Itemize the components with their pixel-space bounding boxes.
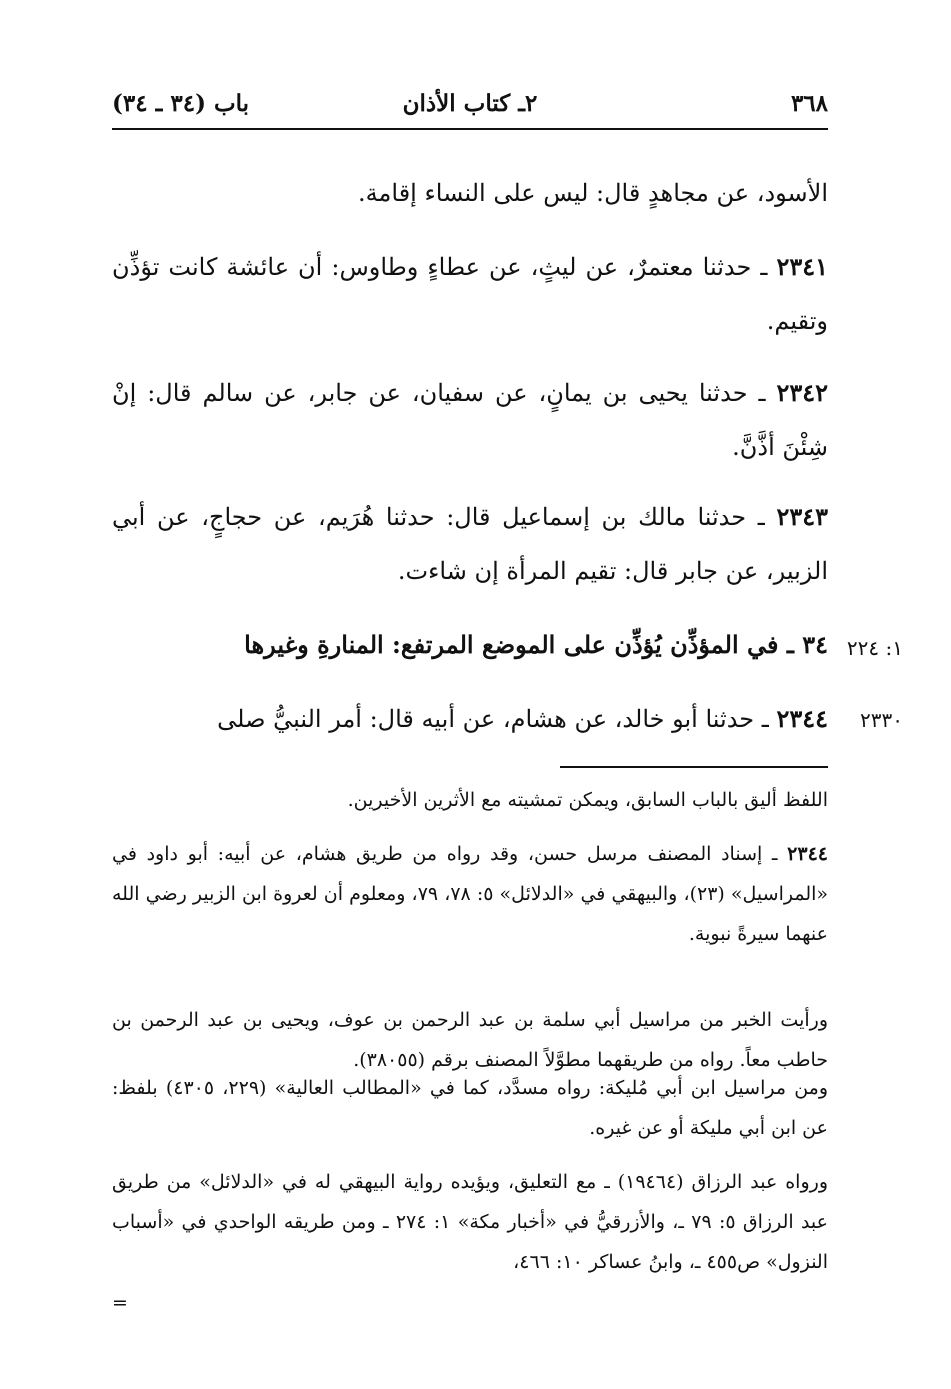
- hadith-2344: [112, 692, 828, 746]
- continuation-mark: =: [112, 1292, 128, 1314]
- hadith-2342: [112, 366, 828, 474]
- hadith-number: ٢٣٤٣: [776, 502, 828, 531]
- footnote-text: ورواه عبد الرزاق (١٩٤٦٤) ـ مع التعليق، ويؤيده رواية البيهقي له في «الدلائل» من طريق عبد الرزاق ٥: ٧٩ ـ، والأزرقيُّ في «أخبار مكة» ١: ٢٧٤ ـ ومن طريقه الواحدي في «أسباب النزول» ص٤٥٥ ـ، وابنُ عساكر ١٠: ٤٦٦،: [112, 1171, 828, 1273]
- hadith-2343: [112, 490, 828, 598]
- footnote-text: ومن مراسيل ابن أبي مُليكة: رواه مسدَّد، كما في «المطالب العالية» (٢٢٩، ٤٣٠٥) بلفظ: عن ابن أبي مليكة أو عن غيره.: [112, 1077, 829, 1139]
- footnote-2344: [112, 834, 828, 954]
- footnote-divider: [560, 766, 828, 768]
- hadith-number: ٢٣٤٤: [776, 704, 828, 733]
- footnote-5: [112, 1162, 828, 1282]
- section-heading: ٣٤ ـ في المؤذِّن يُؤذِّن على الموضع المرتفع: المنارةِ وغيرها: [244, 630, 828, 659]
- paragraph-text: الأسود، عن مجاهدٍ قال: ليس على النساء إقامة.: [358, 179, 828, 207]
- footnote-text: ـ إسناد المصنف مرسل حسن، وقد رواه من طريق هشام، عن أبيه: أبو داود في «المراسيل» (٢٣)، والبيهقي في «الدلائل» ٥: ٧٨، ٧٩، ومعلوم أن لعروة ابن الزبير رضي الله عنهما سيرةً نبوية.: [112, 843, 829, 945]
- margin-reference-hadith: ٢٣٣٠: [860, 708, 903, 732]
- running-header: [112, 88, 828, 128]
- page-number: ٣٦٨: [790, 90, 828, 117]
- hadith-text: ـ حدثنا معتمرٌ، عن ليثٍ، عن عطاءٍ وطاوس: أن عائشة كانت تؤذِّن وتقيم.: [112, 253, 828, 335]
- footnote-number: ٢٣٤٤: [787, 843, 828, 865]
- hadith-text: ـ حدثنا مالك بن إسماعيل قال: حدثنا هُرَيم، عن حجاجٍ، عن أبي الزبير، عن جابر قال: تقيم المرأة إن شاءت.: [112, 503, 828, 585]
- margin-reference-section: ١: ٢٢٤: [846, 636, 903, 660]
- footnote-4: [112, 1068, 828, 1148]
- paragraph-continuation: [112, 166, 828, 220]
- hadith-number: ٢٣٤٢: [776, 378, 828, 407]
- footnote-text: ورأيت الخبر من مراسيل أبي سلمة بن عبد الرحمن بن عوف، ويحيى بن عبد الرحمن بن حاطب معاً. رواه من طريقهما مطوَّلاً المصنف برقم (٣٨٠٥٥).: [112, 1009, 828, 1071]
- chapter-reference: باب (٣٤ ـ ٣٤): [112, 90, 250, 117]
- footnote-text: اللفظ أليق بالباب السابق، ويمكن تمشيته مع الأثرين الأخيرين.: [347, 789, 828, 811]
- header-divider: [112, 128, 828, 130]
- book-title: ٢ـ كتاب الأذان: [402, 90, 538, 117]
- hadith-text: ـ حدثنا أبو خالد، عن هشام، عن أبيه قال: أمر النبيُّ صلى: [217, 705, 777, 733]
- hadith-number: ٢٣٤١: [776, 252, 828, 281]
- hadith-text: ـ حدثنا يحيى بن يمانٍ، عن سفيان، عن جابر، عن سالم قال: إنْ شِئْنَ أذَّنَّ.: [112, 379, 828, 461]
- footnote-1: [112, 780, 828, 820]
- hadith-2341: [112, 240, 828, 348]
